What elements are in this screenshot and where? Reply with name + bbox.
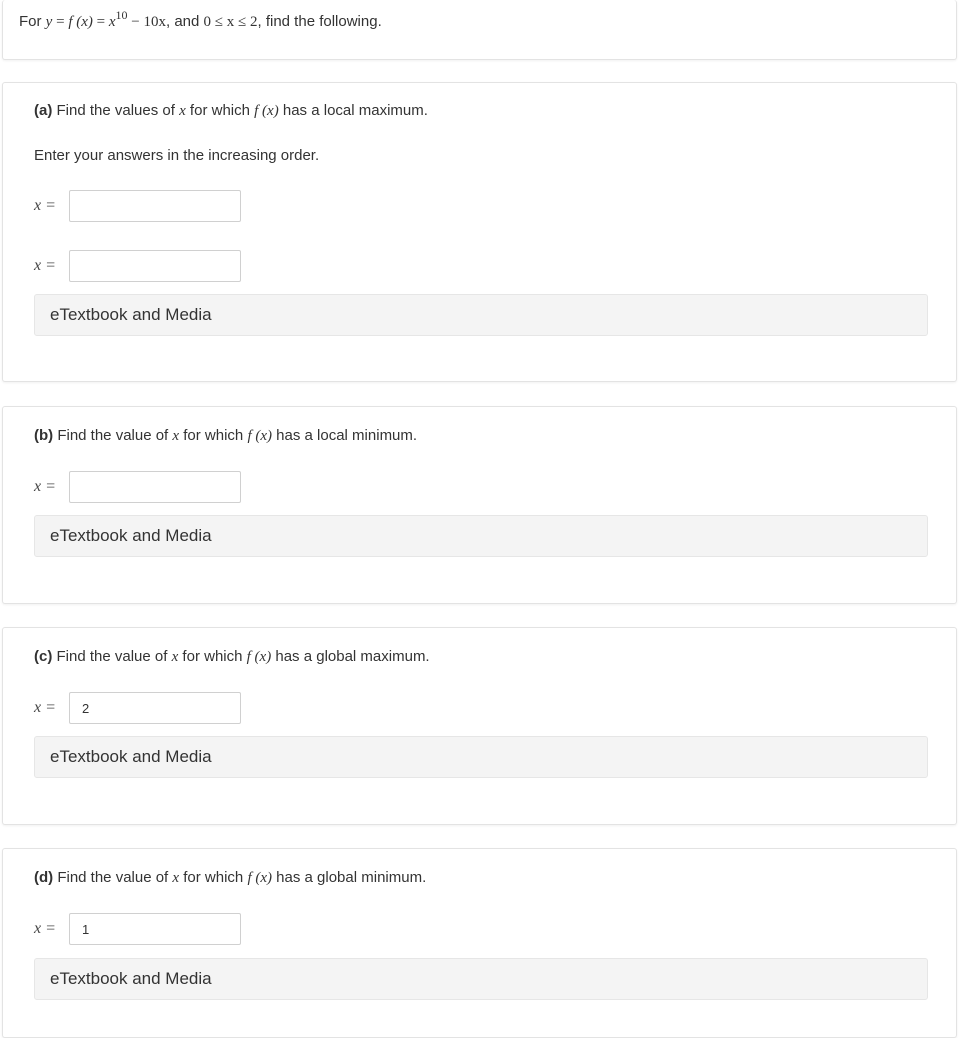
part-d-question: (d) Find the value of x for which f (x) has a global minimum. (34, 869, 427, 886)
part-a-card (2, 82, 957, 382)
part-a-etextbook-button[interactable]: eTextbook and Media (34, 294, 928, 336)
part-a-answer-input-2[interactable] (69, 250, 241, 282)
answer-label: x = (34, 478, 56, 495)
part-a-answer-row-2 (34, 249, 241, 283)
problem-statement-card (2, 0, 957, 60)
part-b-answer-input[interactable] (69, 471, 241, 503)
answer-label: x = (34, 257, 56, 274)
part-c-card (2, 627, 957, 825)
part-b-card (2, 406, 957, 604)
part-c-etextbook-button[interactable]: eTextbook and Media (34, 736, 928, 778)
answer-label: x = (34, 197, 56, 214)
part-c-question: (c) Find the value of x for which f (x) has a global maximum. (34, 648, 430, 665)
part-c-answer-input[interactable] (69, 692, 241, 724)
part-a-instruction: Enter your answers in the increasing order. (34, 147, 320, 164)
part-a-answer-row-1 (34, 189, 241, 223)
part-a-answer-input-1[interactable] (69, 190, 241, 222)
part-d-answer-row (34, 912, 241, 946)
part-c-answer-row (34, 691, 241, 725)
part-d-card (2, 848, 957, 1038)
answer-label: x = (34, 920, 56, 937)
problem-statement: For y = f $(x) = x^{10} - 10x$, and 0 ≤ x ≤ 2, find the following. (19, 8, 382, 30)
part-b-question: (b) Find the value of x for which f (x) has a local minimum. (34, 427, 418, 444)
part-b-etextbook-button[interactable]: eTextbook and Media (34, 515, 928, 557)
part-a-question: (a) Find the values of x for which f (x) has a local maximum. (34, 102, 428, 119)
part-d-answer-input[interactable] (69, 913, 241, 945)
part-d-etextbook-button[interactable]: eTextbook and Media (34, 958, 928, 1000)
answer-label: x = (34, 699, 56, 716)
part-b-answer-row (34, 470, 241, 504)
